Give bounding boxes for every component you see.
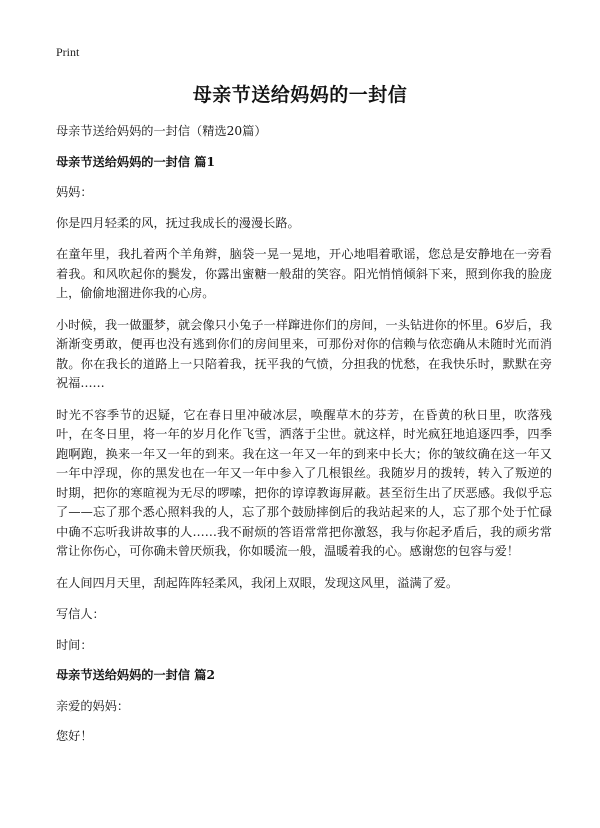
page-title: 母亲节送给妈妈的一封信: [192, 84, 408, 106]
greeting: 您好！: [56, 729, 93, 743]
salutation: 亲爱的妈妈：: [56, 698, 130, 713]
document-body: [56, 122, 552, 758]
paragraph: 时光不容季节的迟疑，它在春日里冲破冰层，唤醒草木的芬芳，在昏黄的秋日里，吹落残叶，在冬日里，将一年的岁月化作飞雪，洒落于尘世。就这样，时光疯狂地追逐四季，四季跑啊跑，换来一年又一年的到来。我在这一年又一年的到来中长大；你的皱纹确在这一年又一年中浮现，你的黑发也在一年又一年中参入了几根银丝。我随岁月的拨转，转入了叛逆的时期，把你的寒暄视为无尽的啰嗦，把你的谆谆教诲屏蔽。甚至衍生出了厌恶感。我似乎忘了——忘了那个悉心照料我的人，忘了那个鼓励摔倒后的我站起来的人，忘了那个处于忙碌中确不忘听我讲故事的人……我不耐烦的答语常常把你激怒，我与你起矛盾后，我的顽劣常常让你伤心，可你确未曾厌烦我，你如暖流一般，温暖着我的心。感谢您的包容与爱！: [56, 407, 552, 558]
document-subtitle: 母亲节送给妈妈的一封信（精选20篇）: [56, 124, 267, 138]
paragraph: 小时候，我一做噩梦，就会像只小兔子一样蹿进你们的房间，一头钻进你的怀里。6岁后，我渐渐变勇敢，便再也没有逃到你们的房间里来，可那份对你的信赖与依恋确从未随时光而消散。你在我长的道路上一只陪着我，抚平我的气愤，分担我的忧愁，在我快乐时，默默在旁祝福……: [56, 317, 552, 390]
date-label: 时间：: [56, 637, 93, 652]
paragraph: 在人间四月天里，刮起阵阵轻柔风，我闭上双眼，发现这风里，溢满了爱。: [56, 575, 459, 590]
section-heading: 母亲节送给妈妈的一封信 篇1: [56, 154, 215, 169]
salutation: 妈妈：: [56, 185, 93, 199]
print-link[interactable]: Print: [56, 45, 80, 59]
paragraph: 你是四月轻柔的风，抚过我成长的漫漫长路。: [56, 215, 300, 230]
paragraph: 在童年里，我扎着两个羊角辫，脑袋一晃一晃地，开心地唱着歌谣，您总是安静地在一旁看着我。和风吹起你的鬓发，你露出蜜糖一般甜的笑容。阳光悄悄倾斜下来，照到你我的脸庞上，偷偷地溜进你我的心房。: [56, 247, 552, 300]
section-heading: 母亲节送给妈妈的一封信 篇2: [56, 668, 215, 682]
signature-label: 写信人：: [56, 607, 105, 621]
